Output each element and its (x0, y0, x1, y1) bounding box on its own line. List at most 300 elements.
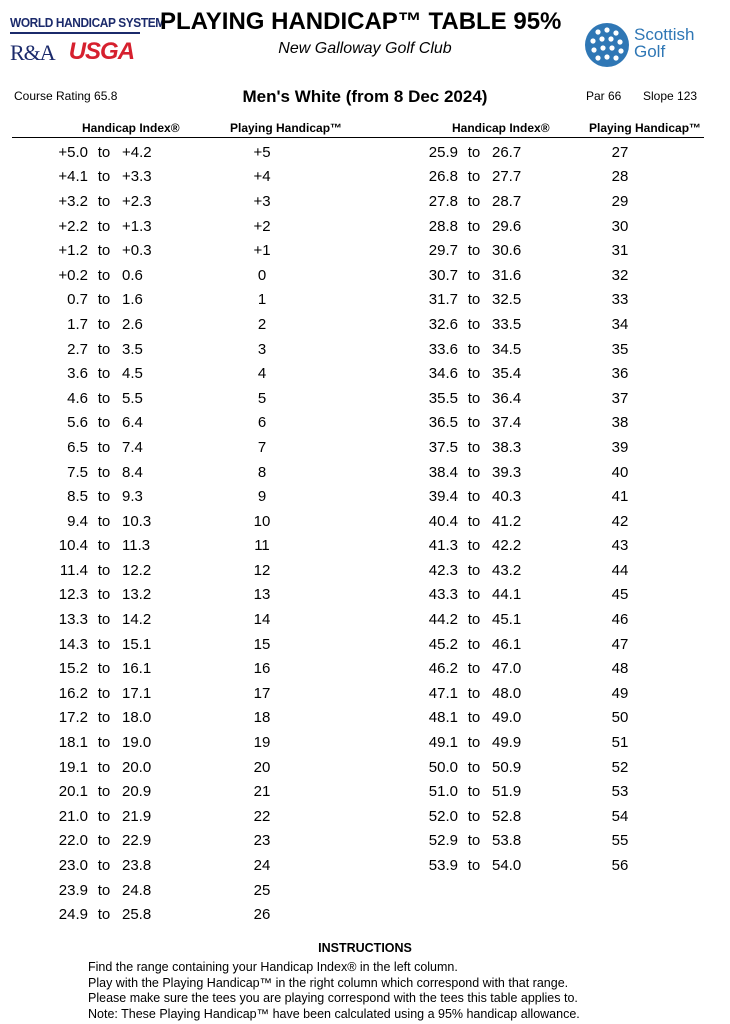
usga-logo: USGA (68, 38, 135, 65)
table-row (390, 165, 650, 190)
tee-title: Men's White (from 8 Dec 2024) (242, 87, 488, 106)
table-row (20, 681, 292, 706)
handicap-index-from: +1.2 (58, 242, 88, 260)
table-row (390, 730, 650, 755)
range-separator: to (467, 488, 481, 506)
playing-handicap-value: 47 (611, 635, 629, 653)
handicap-index-to: 26.7 (492, 143, 522, 161)
handicap-index-from: 40.4 (428, 512, 458, 530)
table-row (390, 632, 650, 657)
table-row (390, 829, 650, 854)
playing-handicap-value: 15 (253, 635, 271, 653)
table-row (20, 288, 292, 313)
handicap-index-from: 21.0 (58, 807, 88, 825)
handicap-index-from: 34.6 (428, 365, 458, 383)
range-separator: to (97, 709, 111, 727)
range-separator: to (97, 537, 111, 555)
playing-handicap-value: 35 (611, 340, 629, 358)
handicap-index-to: 54.0 (492, 857, 522, 875)
handicap-index-to: 8.4 (122, 463, 143, 481)
table-row (20, 583, 292, 608)
handicap-index-from: +5.0 (58, 143, 88, 161)
handicap-index-from: 33.6 (428, 340, 458, 358)
left-table (20, 140, 292, 927)
table-row (20, 779, 292, 804)
table-row (390, 583, 650, 608)
range-separator: to (467, 512, 481, 530)
handicap-index-from: 10.4 (58, 537, 88, 555)
handicap-index-to: +1.3 (122, 217, 152, 235)
playing-handicap-value: 44 (611, 561, 629, 579)
table-row (20, 460, 292, 485)
handicap-index-from: 23.0 (58, 857, 88, 875)
table-row (390, 853, 650, 878)
table-row (20, 558, 292, 583)
table-row (390, 386, 650, 411)
whs-logo-text: WORLD HANDICAP SYSTEM (10, 16, 165, 30)
handicap-index-from: 19.1 (58, 758, 88, 776)
table-row (20, 656, 292, 681)
handicap-index-from: 22.0 (58, 832, 88, 850)
playing-handicap-value: 25 (253, 881, 271, 899)
handicap-index-from: 26.8 (428, 168, 458, 186)
range-separator: to (97, 807, 111, 825)
table-row (20, 853, 292, 878)
handicap-index-from: +3.2 (58, 192, 88, 210)
range-separator: to (467, 758, 481, 776)
table-row (390, 558, 650, 583)
handicap-index-from: 6.5 (67, 438, 88, 456)
handicap-index-to: 13.2 (122, 586, 152, 604)
handicap-index-to: 51.9 (492, 783, 522, 801)
table-row (390, 238, 650, 263)
handicap-index-from: +4.1 (58, 168, 88, 186)
table-row (20, 706, 292, 731)
handicap-index-from: 27.8 (428, 192, 458, 210)
range-separator: to (97, 463, 111, 481)
golf-ball-icon (582, 20, 632, 70)
range-separator: to (97, 438, 111, 456)
handicap-index-from: 13.3 (58, 611, 88, 629)
table-row (20, 263, 292, 288)
playing-handicap-value: 31 (611, 242, 629, 260)
handicap-index-from: 11.4 (59, 561, 88, 579)
table-row (390, 337, 650, 362)
handicap-index-from: 24.9 (58, 906, 88, 924)
range-separator: to (467, 635, 481, 653)
handicap-index-from: 48.1 (428, 709, 458, 727)
handicap-index-from: 4.6 (67, 389, 88, 407)
range-separator: to (467, 315, 481, 333)
table-row (20, 238, 292, 263)
handicap-index-from: 43.3 (428, 586, 458, 604)
range-separator: to (97, 660, 111, 678)
range-separator: to (467, 537, 481, 555)
handicap-index-from: 51.0 (428, 783, 458, 801)
range-separator: to (467, 807, 481, 825)
course-info (0, 88, 730, 108)
table-row (390, 534, 650, 559)
playing-handicap-value: 43 (611, 537, 629, 555)
playing-handicap-value: 32 (611, 266, 629, 284)
handicap-index-to: 20.9 (122, 783, 152, 801)
range-separator: to (467, 168, 481, 186)
handicap-index-from: 1.7 (67, 315, 88, 333)
playing-handicap-value: 30 (611, 217, 629, 235)
handicap-index-from: 2.7 (67, 340, 88, 358)
handicap-index-from: 52.0 (428, 807, 458, 825)
range-separator: to (467, 561, 481, 579)
handicap-index-to: 46.1 (492, 635, 522, 653)
table-row (20, 189, 292, 214)
playing-handicap-value: 3 (257, 340, 267, 358)
playing-handicap-value: 16 (253, 660, 271, 678)
range-separator: to (467, 783, 481, 801)
handicap-index-from: 0.7 (67, 291, 88, 309)
handicap-index-from: 37.5 (428, 438, 458, 456)
playing-handicap-value: 12 (253, 561, 271, 579)
playing-handicap-value: 51 (611, 734, 629, 752)
handicap-index-to: 41.2 (492, 512, 522, 530)
table-row (20, 902, 292, 927)
playing-handicap-value: +1 (253, 242, 271, 260)
handicap-index-to: 7.4 (122, 438, 143, 456)
table-row (390, 656, 650, 681)
handicap-index-from: 41.3 (428, 537, 458, 555)
range-separator: to (97, 192, 111, 210)
table-row (390, 435, 650, 460)
table-row (20, 730, 292, 755)
handicap-index-from: 8.5 (67, 488, 88, 506)
playing-handicap-value: 42 (611, 512, 629, 530)
playing-handicap-value: 23 (253, 832, 271, 850)
handicap-index-to: 48.0 (492, 684, 522, 702)
table-row (20, 509, 292, 534)
handicap-index-to: 47.0 (492, 660, 522, 678)
par: Par 66 (586, 89, 622, 103)
handicap-index-to: 52.8 (492, 807, 522, 825)
playing-handicap-value: 28 (611, 168, 629, 186)
handicap-index-from: 39.4 (428, 488, 458, 506)
playing-handicap-value: 39 (611, 438, 629, 456)
handicap-index-to: 14.2 (122, 611, 152, 629)
table-row (20, 755, 292, 780)
table-row (20, 632, 292, 657)
playing-handicap-value: 21 (253, 783, 271, 801)
range-separator: to (97, 291, 111, 309)
table-row (20, 165, 292, 190)
handicap-index-from: 46.2 (428, 660, 458, 678)
handicap-index-to: +2.3 (122, 192, 152, 210)
handicap-index-to: 49.0 (492, 709, 522, 727)
left-playing-handicap-header: Playing Handicap™ (230, 121, 343, 135)
range-separator: to (467, 463, 481, 481)
instruction-line: Find the range containing your Handicap Index® in the left column. (88, 960, 458, 974)
range-separator: to (97, 684, 111, 702)
playing-handicap-value: 55 (611, 832, 629, 850)
instruction-line: Play with the Playing Handicap™ in the right column which correspond with that range. (88, 975, 569, 990)
handicap-index-from: 35.5 (428, 389, 458, 407)
table-row (20, 337, 292, 362)
handicap-index-to: 37.4 (492, 414, 522, 432)
table-row (20, 607, 292, 632)
playing-handicap-value: 17 (253, 684, 271, 702)
range-separator: to (467, 684, 481, 702)
handicap-index-to: 12.2 (122, 561, 152, 579)
table-row (20, 804, 292, 829)
handicap-index-to: 45.1 (492, 611, 522, 629)
range-separator: to (97, 315, 111, 333)
sg-logo-line2: Golf (634, 42, 666, 61)
playing-handicap-value: +3 (253, 192, 271, 210)
range-separator: to (467, 192, 481, 210)
handicap-index-from: 47.1 (428, 684, 458, 702)
handicap-index-to: 23.8 (122, 857, 152, 875)
ra-logo: R&A (10, 40, 55, 65)
range-separator: to (467, 709, 481, 727)
club-name: New Galloway Golf Club (278, 40, 452, 57)
playing-handicap-value: 8 (257, 463, 267, 481)
handicap-index-to: 33.5 (492, 315, 522, 333)
table-row (20, 878, 292, 903)
table-row (20, 484, 292, 509)
range-separator: to (467, 611, 481, 629)
handicap-index-from: 36.5 (428, 414, 458, 432)
range-separator: to (97, 906, 111, 924)
table-row (390, 509, 650, 534)
playing-handicap-value: 49 (611, 684, 629, 702)
range-separator: to (467, 340, 481, 358)
playing-handicap-value: 54 (611, 807, 629, 825)
handicap-index-to: 27.7 (492, 168, 522, 186)
right-handicap-index-header: Handicap Index® (452, 121, 550, 135)
range-separator: to (467, 857, 481, 875)
playing-handicap-value: 38 (611, 414, 629, 432)
table-row (20, 386, 292, 411)
handicap-index-from: 42.3 (428, 561, 458, 579)
handicap-index-from: 7.5 (67, 463, 88, 481)
range-separator: to (97, 389, 111, 407)
playing-handicap-value: 37 (611, 389, 629, 407)
playing-handicap-value: 20 (253, 758, 271, 776)
handicap-index-from: 14.3 (58, 635, 88, 653)
handicap-index-from: 53.9 (428, 857, 458, 875)
range-separator: to (467, 660, 481, 678)
playing-handicap-value: 5 (257, 389, 267, 407)
table-row (390, 755, 650, 780)
range-separator: to (467, 365, 481, 383)
table-row (390, 288, 650, 313)
range-separator: to (97, 734, 111, 752)
handicap-index-from: 12.3 (58, 586, 88, 604)
range-separator: to (97, 365, 111, 383)
playing-handicap-value: 40 (611, 463, 629, 481)
playing-handicap-value: 27 (611, 143, 629, 161)
instruction-line: Note: These Playing Handicap™ have been calculated using a 95% handicap allowance. (88, 1006, 580, 1021)
scottish-golf-logo (582, 20, 722, 70)
playing-handicap-value: 9 (257, 488, 267, 506)
handicap-index-to: 24.8 (122, 881, 152, 899)
range-separator: to (97, 143, 111, 161)
playing-handicap-value: 2 (257, 315, 267, 333)
handicap-index-to: 53.8 (492, 832, 522, 850)
playing-handicap-value: 33 (611, 291, 629, 309)
instructions-title: INSTRUCTIONS (318, 941, 412, 955)
range-separator: to (467, 217, 481, 235)
handicap-index-to: 30.6 (492, 242, 522, 260)
range-separator: to (467, 242, 481, 260)
handicap-index-to: 36.4 (492, 389, 522, 407)
course-rating: Course Rating 65.8 (14, 89, 118, 103)
whs-logo-rule (10, 32, 140, 34)
handicap-index-to: 25.8 (122, 906, 152, 924)
slope: Slope 123 (643, 89, 698, 103)
handicap-index-to: 17.1 (122, 684, 152, 702)
table-row (20, 435, 292, 460)
range-separator: to (467, 143, 481, 161)
handicap-index-to: 5.5 (122, 389, 143, 407)
handicap-index-to: 38.3 (492, 438, 522, 456)
range-separator: to (467, 266, 481, 284)
range-separator: to (97, 266, 111, 284)
playing-handicap-value: 56 (611, 857, 629, 875)
handicap-index-to: 3.5 (122, 340, 143, 358)
handicap-index-to: 16.1 (122, 660, 152, 678)
table-row (390, 189, 650, 214)
handicap-index-to: +3.3 (122, 168, 152, 186)
range-separator: to (97, 512, 111, 530)
handicap-index-to: 11.3 (122, 537, 151, 555)
playing-handicap-value: 41 (611, 488, 629, 506)
handicap-index-to: 18.0 (122, 709, 152, 727)
table-row (390, 361, 650, 386)
handicap-index-from: 38.4 (428, 463, 458, 481)
range-separator: to (467, 832, 481, 850)
handicap-index-to: 39.3 (492, 463, 522, 481)
handicap-index-to: 32.5 (492, 291, 522, 309)
table-row (390, 411, 650, 436)
range-separator: to (97, 881, 111, 899)
handicap-index-from: +2.2 (58, 217, 88, 235)
playing-handicap-value: +4 (253, 168, 271, 186)
handicap-index-from: 15.2 (58, 660, 88, 678)
handicap-index-from: 28.8 (428, 217, 458, 235)
range-separator: to (97, 783, 111, 801)
playing-handicap-value: 52 (611, 758, 629, 776)
table-row (20, 361, 292, 386)
handicap-index-from: 49.1 (428, 734, 458, 752)
handicap-index-from: 50.0 (428, 758, 458, 776)
playing-handicap-value: 34 (611, 315, 629, 333)
sg-logo-line1: Scottish (634, 25, 695, 44)
playing-handicap-value: 13 (253, 586, 271, 604)
playing-handicap-value: 11 (254, 537, 270, 555)
playing-handicap-value: 0 (257, 266, 267, 284)
table-row (390, 460, 650, 485)
table-row (390, 263, 650, 288)
range-separator: to (97, 217, 111, 235)
page-title: PLAYING HANDICAP™ TABLE 95% (160, 8, 562, 35)
handicap-index-from: 20.1 (58, 783, 88, 801)
right-playing-handicap-header: Playing Handicap™ (589, 121, 702, 135)
handicap-index-from: 16.2 (58, 684, 88, 702)
playing-handicap-value: 53 (611, 783, 629, 801)
table-row (390, 140, 650, 165)
handicap-index-to: 50.9 (492, 758, 522, 776)
handicap-index-from: 52.9 (428, 832, 458, 850)
handicap-index-from: 31.7 (428, 291, 458, 309)
range-separator: to (97, 561, 111, 579)
handicap-index-to: 10.3 (122, 512, 152, 530)
handicap-index-to: +0.3 (122, 242, 152, 260)
table-row (20, 140, 292, 165)
range-separator: to (467, 389, 481, 407)
table-row (20, 214, 292, 239)
left-handicap-index-header: Handicap Index® (82, 121, 180, 135)
range-separator: to (467, 291, 481, 309)
playing-handicap-value: 1 (257, 291, 267, 309)
handicap-index-from: 17.2 (58, 709, 88, 727)
handicap-index-from: 30.7 (428, 266, 458, 284)
playing-handicap-value: 45 (611, 586, 629, 604)
handicap-index-to: 44.1 (492, 586, 522, 604)
table-row (390, 214, 650, 239)
range-separator: to (467, 438, 481, 456)
table-row (390, 804, 650, 829)
handicap-index-to: 31.6 (492, 266, 522, 284)
range-separator: to (97, 340, 111, 358)
handicap-index-to: 9.3 (122, 488, 143, 506)
handicap-index-to: 29.6 (492, 217, 522, 235)
range-separator: to (97, 168, 111, 186)
handicap-index-from: 45.2 (428, 635, 458, 653)
range-separator: to (97, 635, 111, 653)
playing-handicap-value: 7 (257, 438, 267, 456)
header-divider (12, 137, 704, 138)
instructions (88, 960, 580, 1022)
handicap-index-from: 44.2 (428, 611, 458, 629)
handicap-index-to: 4.5 (122, 365, 143, 383)
playing-handicap-value: 10 (253, 512, 271, 530)
playing-handicap-value: 19 (253, 734, 271, 752)
handicap-index-from: 32.6 (428, 315, 458, 333)
handicap-index-from: 23.9 (58, 881, 88, 899)
table-row (390, 607, 650, 632)
handicap-index-to: 40.3 (492, 488, 522, 506)
playing-handicap-value: 26 (253, 906, 271, 924)
handicap-index-to: 43.2 (492, 561, 522, 579)
handicap-index-from: +0.2 (58, 266, 88, 284)
handicap-index-to: 21.9 (122, 807, 152, 825)
handicap-index-to: 42.2 (492, 537, 522, 555)
handicap-index-to: 6.4 (122, 414, 143, 432)
range-separator: to (97, 857, 111, 875)
handicap-index-from: 9.4 (67, 512, 88, 530)
table-row (390, 681, 650, 706)
range-separator: to (467, 414, 481, 432)
range-separator: to (467, 586, 481, 604)
handicap-index-to: 49.9 (492, 734, 522, 752)
handicap-index-to: 2.6 (122, 315, 143, 333)
table-row (20, 312, 292, 337)
playing-handicap-value: +5 (253, 143, 271, 161)
handicap-index-to: 0.6 (122, 266, 143, 284)
scottish-golf-text (634, 26, 694, 60)
handicap-index-to: 22.9 (122, 832, 152, 850)
playing-handicap-value: 14 (253, 611, 271, 629)
handicap-index-from: 5.6 (67, 414, 88, 432)
handicap-index-to: 15.1 (122, 635, 152, 653)
